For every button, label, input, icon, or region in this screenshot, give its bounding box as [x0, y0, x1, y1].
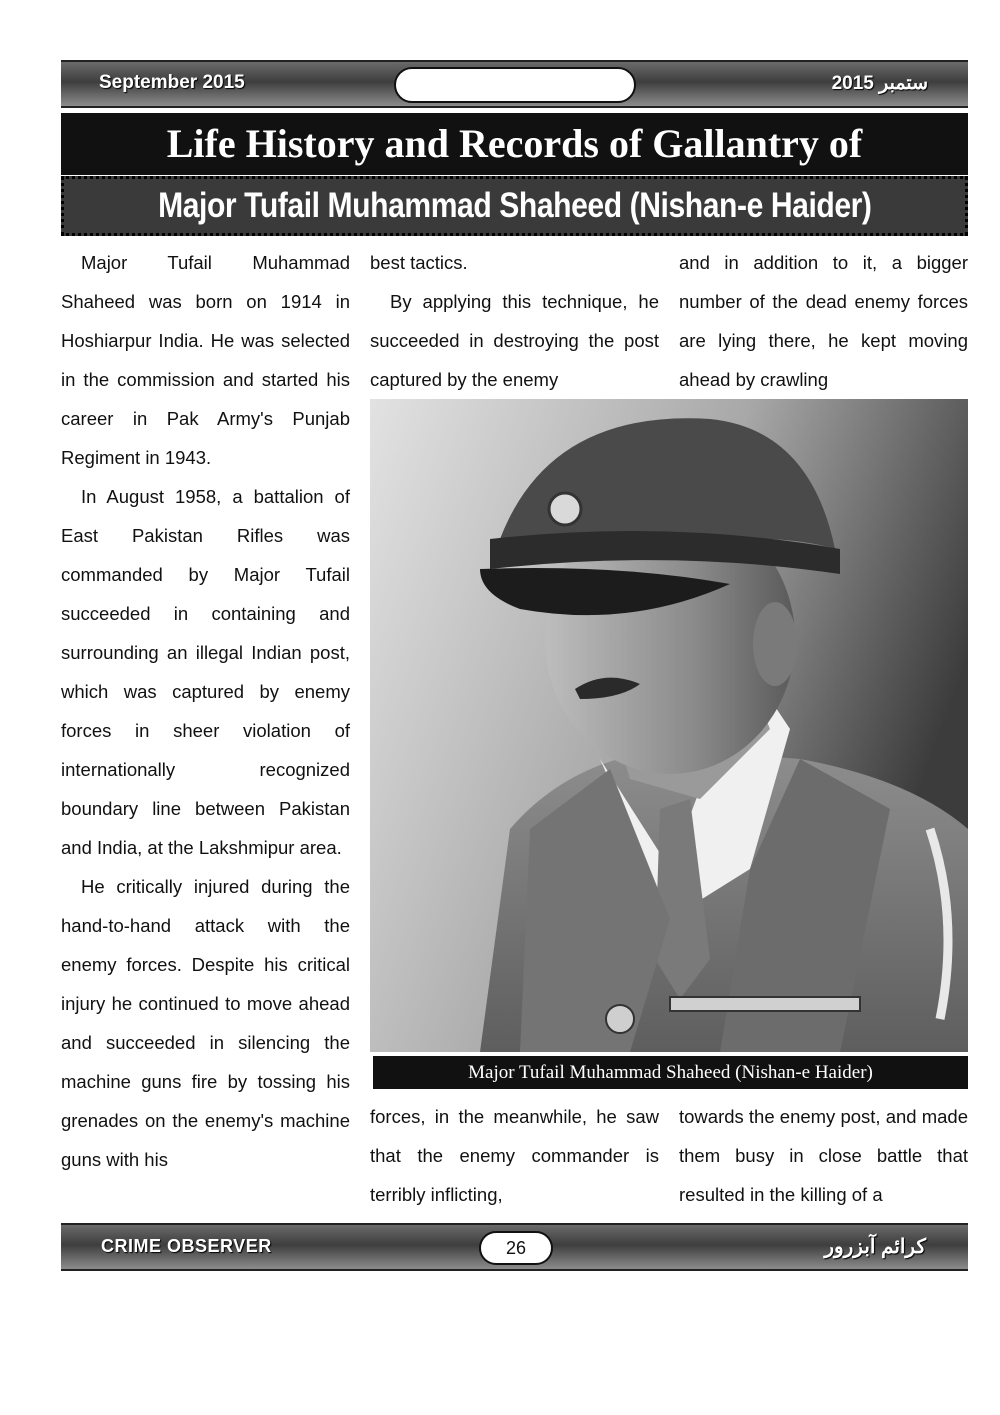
- portrait-caption: Major Tufail Muhammad Shaheed (Nishan-e Haider): [373, 1056, 968, 1089]
- paragraph: and in addition to it, a bigger number of the dead enemy forces are lying there, he kept moving ahead by crawling: [679, 252, 968, 390]
- paragraph: He critically injured during the hand-to-hand attack with the enemy forces. Despite his critical injury he continued to move ahead and succeeded in silencing the machine guns fire by tossing his grenades on the enemy's machine guns with his: [61, 876, 350, 1170]
- paragraph: In August 1958, a battalion of East Pakistan Rifles was commanded by Major Tufail succeeded in containing and surrounding an illegal Indian post, which was captured by enemy forces in sheer violation of internationally recognized boundary line between Pakistan and India, at the Lakshmipur area.: [61, 486, 350, 858]
- paragraph: By applying this technique, he succeeded in destroying the post captured by the enemy: [370, 291, 659, 390]
- header-date-right: 2015 ستمبر: [831, 73, 928, 94]
- portrait-illustration: [370, 399, 968, 1052]
- header-bar: [61, 60, 968, 108]
- footer-logo-right: کرائم آبزرور: [824, 1236, 926, 1258]
- header-pill: [394, 67, 636, 103]
- paragraph: Major Tufail Muhammad Shaheed was born on 1914 in Hoshiarpur India. He was selected in the commission and started his career in Pak Army's Punjab Regiment in 1943.: [61, 252, 350, 468]
- text-column-right-bottom: [679, 1097, 968, 1214]
- text-column-left: [61, 243, 350, 1179]
- article-title: Life History and Records of Gallantry of: [61, 113, 968, 175]
- paragraph: forces, in the meanwhile, he saw that the enemy commander is terribly inflicting,: [370, 1106, 659, 1205]
- paragraph: towards the enemy post, and made them busy in close battle that resulted in the killing of a: [679, 1106, 968, 1205]
- page-number-pill: [479, 1231, 553, 1265]
- page-number: 26: [505, 1238, 527, 1258]
- article-subtitle: Major Tufail Muhammad Shaheed (Nishan-e Haider): [61, 176, 968, 236]
- paragraph: best tactics.: [370, 252, 468, 273]
- footer-bar: [61, 1223, 968, 1271]
- footer-logo-left: CRIME OBSERVER: [101, 1236, 272, 1256]
- header-date-left: September 2015: [99, 72, 245, 93]
- text-column-middle-bottom: [370, 1097, 659, 1214]
- portrait-image: [370, 399, 968, 1052]
- text-column-right-top: [679, 243, 968, 399]
- text-column-middle-top: [370, 243, 659, 399]
